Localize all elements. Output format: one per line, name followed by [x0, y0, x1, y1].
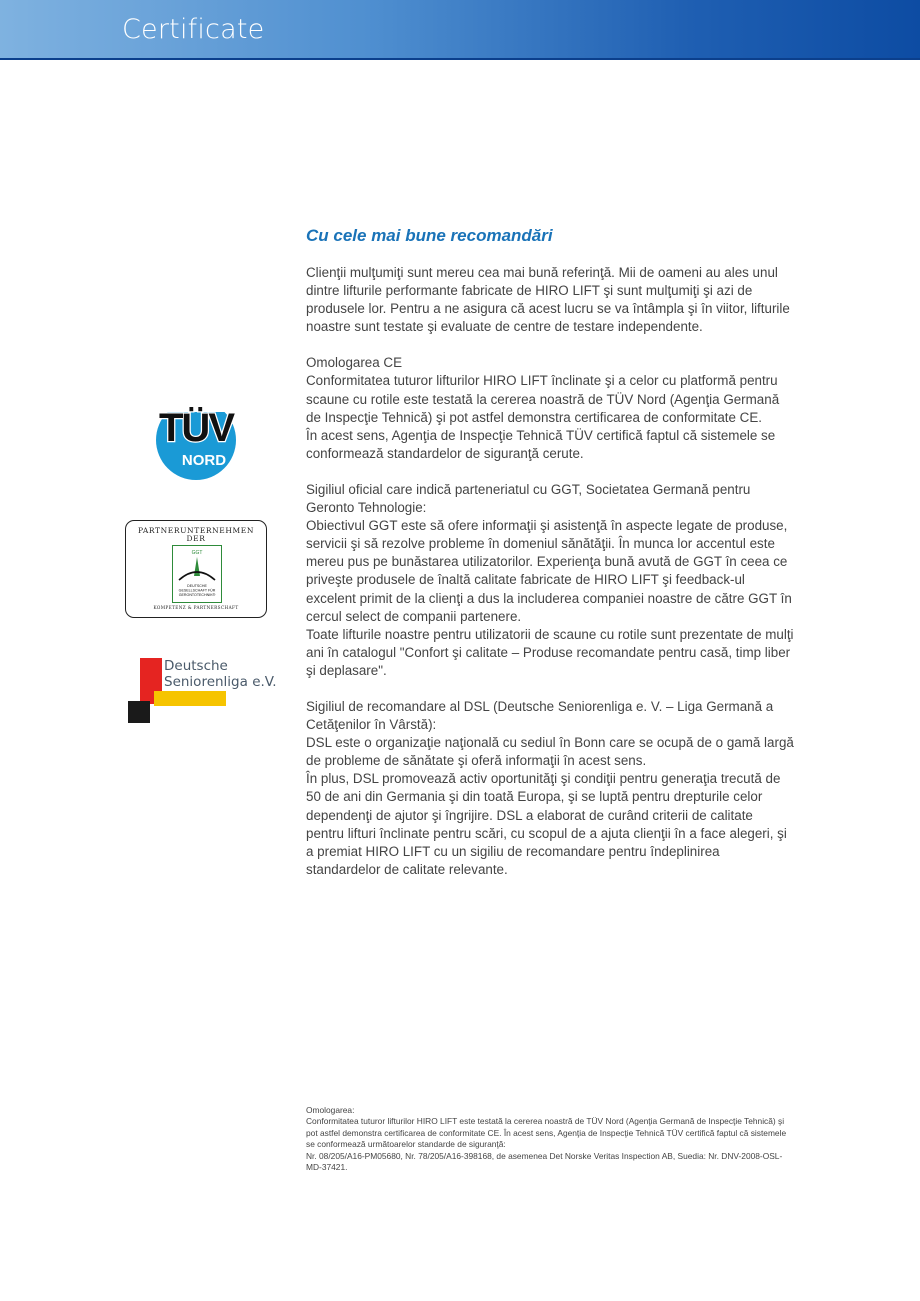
nord-logo-text: NORD [181, 452, 227, 469]
footnote [306, 1105, 794, 1173]
svg-text:DEUTSCHE: DEUTSCHE [187, 584, 207, 588]
tuv-paragraph: În acest sens, Agenţia de Inspecţie Tehnică TÜV certifică faptul că sistemele se conformează standardelor de siguranţă cerute. [306, 427, 776, 461]
page-title: Certificate [122, 14, 265, 45]
ggt-top-text: PARTNERUNTERNEHMEN DER [137, 526, 255, 543]
svg-text:GGT: GGT [191, 550, 203, 556]
dsl-promo-paragraph: În plus, DSL promovează activ oportunităţi şi condiţii pentru generaţia trecută de 50 de ani din Germania şi din toată Europa, şi se luptă pentru drepturile celor dependenţi de ajutor şi îngrijire. DSL a elaborat de curând criterii de calitate pentru lifturi înclinate pentru scări, cu scopul de a ajuta clienţii în a face alegeri, şi a premiat HIRO LIFT cu un sigiliu de recomandare pentru îndeplinirea standardelor de calitate relevante. [306, 771, 787, 877]
intro-paragraph: Clienţii mulţumiţi sunt mereu cea mai bună referinţă. Mii de oameni au ales unul dintre lifturile performante fabricate de HIRO LIFT şi sunt mulţumiţi şi azi de produsele lor. Pentru a ne asigura că acest lucru se va întâmpla şi în viitor, lifturile noastre sunt testate şi evaluate de centre de testare independente. [306, 265, 790, 335]
ggt-partner-logo [125, 520, 267, 618]
dsl-paragraph: DSL este o organizaţie naţională cu sediul în Bonn care se ocupă de o gamă largă de probleme de sănătate şi oferă informaţii în acest sens. [306, 735, 794, 769]
ce-subheading: Omologarea CE [306, 355, 403, 371]
catalog-paragraph: Toate lifturile noastre pentru utilizatorii de scaune cu rotile sunt prezentate de mulţi ani în catalogul "Confort şi calitate – Produse recomandate pentru casă, timp liber şi deplasare". [306, 626, 794, 678]
header-underline [0, 58, 920, 60]
ce-paragraph: Conformitatea tuturor lifturilor HIRO LIFT înclinate şi a celor cu platformă pentru scaune cu rotile este testată la cererea noastră de TÜV Nord (Agenţia Germană de Inspecţie Tehnică) şi pot astfel demonstra certificarea de conformitate CE. [306, 373, 780, 425]
tuv-logo-text: TÜV [159, 406, 233, 450]
svg-text:GESELLSCHAFT FÜR: GESELLSCHAFT FÜR [178, 588, 216, 593]
ggt-bottom-text: KOMPETENZ & PARTNERSCHAFT [153, 605, 239, 610]
footnote-body: Conformitatea tuturor lifturilor HIRO LIFT este testată la cererea noastră de TÜV Nord (Agenţia Germană de Inspecţie Tehnică) şi pot astfel demonstra certificarea de conformitate CE. În acest sens, Agenţia de Inspecţie Tehnică TÜV certifică faptul că sistemele se conformează următoarelor standarde de siguranţă: [306, 1116, 787, 1150]
dsl-logo-text: Deutsche Seniorenliga e.V. [164, 658, 277, 690]
footnote-numbers: Nr. 08/205/A16-PM05680, Nr. 78/205/A16-398168, de asemenea Det Norske Veritas Inspection AB, Suedia: Nr. DNV-2008-OSL-MD-37421. [306, 1150, 783, 1173]
section-heading: Cu cele mai bune recomandări [306, 226, 553, 245]
ggt-paragraph: Obiectivul GGT este să ofere informaţii şi asistenţă în aspecte legate de produse, servicii şi să rezolve probleme în domeniul sănătăţii. În munca lor accentul este mereu pus pe bunăstarea utilizatorilor. Experienţa bună avută de GGT în ceea ce priveşte produsele de înaltă calitate fabricate de HIRO LIFT şi feedback-ul excelent primit de la clienţi a dus la includerea companiei noastre de către GGT în cercul select de companii partenere. [306, 518, 792, 624]
ggt-subheading: Sigiliul oficial care indică parteneriatul cu GGT, Societatea Germană pentru Geronto Tehnologie: [306, 481, 751, 516]
main-body [306, 264, 794, 879]
dsl-subheading: Sigiliul de recomandare al DSL (Deutsche Seniorenliga e. V. – Liga Germană a Cetăţenilor în Vârstă): [306, 698, 774, 733]
tuv-nord-logo [146, 392, 246, 480]
ggt-tree-icon [173, 546, 221, 602]
footnote-title: Omologarea: [306, 1105, 355, 1115]
ggt-emblem [172, 545, 222, 603]
svg-text:GERONTOTECHNIK®: GERONTOTECHNIK® [178, 593, 216, 597]
